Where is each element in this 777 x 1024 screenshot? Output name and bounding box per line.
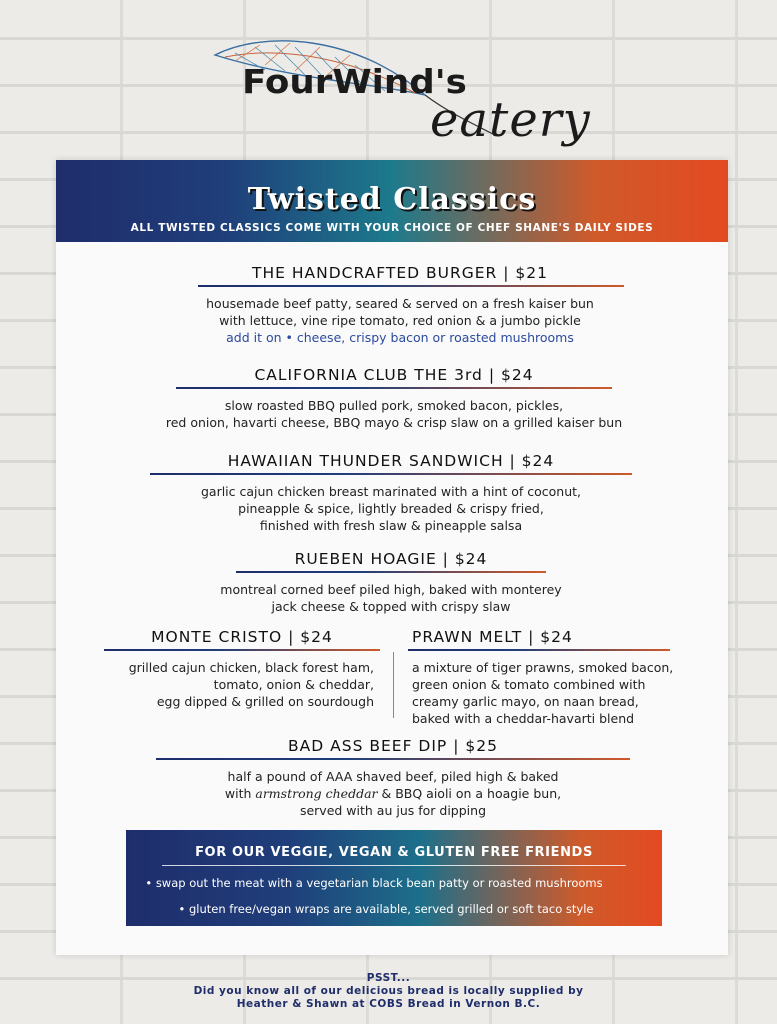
item-description — [156, 768, 630, 819]
desc-line: housemade beef patty, seared & served on a fresh kaiser bun — [206, 296, 594, 311]
brand-script: eatery — [430, 92, 591, 148]
item-title: THE HANDCRAFTED BURGER | $21 — [252, 264, 548, 282]
item-description — [150, 483, 632, 534]
item-rule — [198, 285, 624, 287]
item-rule — [104, 649, 380, 651]
desc-line: red onion, havarti cheese, BBQ mayo & crisp slaw on a grilled kaiser bun — [165, 415, 623, 430]
item-rule — [150, 473, 632, 475]
desc-line: tomato, onion & cheddar, — [213, 677, 374, 692]
column-divider — [393, 652, 394, 718]
item-description — [196, 581, 586, 615]
item-description — [116, 295, 684, 346]
desc-line: with lettuce, vine ripe tomato, red onion & a jumbo pickle — [219, 313, 581, 328]
desc-line: served with au jus for dipping — [299, 803, 487, 818]
footer-line: Did you know all of our delicious bread is locally supplied by — [193, 985, 584, 997]
menu-item-burger — [176, 264, 624, 346]
desc-line: egg dipped & grilled on sourdough — [156, 694, 374, 709]
veggie-rule — [162, 865, 626, 866]
menu-item-beef-dip — [156, 737, 630, 819]
menu-item-prawn-melt — [408, 628, 678, 727]
desc-line: half a pound of AAA shaved beef, piled high & baked — [227, 769, 559, 784]
section-banner — [56, 160, 728, 242]
desc-line: with armstrong cheddar & BBQ aioli on a hoagie bun, — [224, 786, 562, 801]
item-rule — [408, 649, 670, 651]
item-title: PRAWN MELT | $24 — [412, 628, 573, 646]
veggie-bullet: • swap out the meat with a vegetarian black bean patty or roasted mushrooms — [145, 876, 603, 890]
menu-item-california-club — [165, 366, 623, 431]
section-title: Twisted Classics — [247, 182, 537, 217]
item-description — [104, 659, 374, 710]
footer-note — [0, 972, 777, 1011]
footer-psst: PSST... — [366, 972, 411, 984]
desc-line: green onion & tomato combined with — [412, 677, 646, 692]
item-title: RUEBEN HOAGIE | $24 — [294, 550, 488, 568]
item-description — [96, 397, 692, 431]
menu-item-monte-cristo — [104, 628, 380, 710]
addon-line: add it on • cheese, crispy bacon or roasted mushrooms — [226, 330, 574, 345]
brand-name: FourWind's — [242, 62, 467, 101]
item-title: BAD ASS BEEF DIP | $25 — [288, 737, 498, 755]
veggie-title: FOR OUR VEGGIE, VEGAN & GLUTEN FREE FRIENDS — [195, 845, 593, 860]
veggie-box — [126, 830, 662, 926]
section-subtitle: ALL TWISTED CLASSICS COME WITH YOUR CHOICE OF CHEF SHANE'S DAILY SIDES — [130, 222, 654, 234]
menu-item-rueben-hoagie — [220, 550, 562, 615]
desc-line: creamy garlic mayo, on naan bread, — [412, 694, 639, 709]
item-title: HAWAIIAN THUNDER SANDWICH | $24 — [227, 452, 555, 470]
footer-line: Heather & Shawn at COBS Bread in Vernon B.C. — [236, 998, 541, 1010]
desc-line: a mixture of tiger prawns, smoked bacon, — [412, 660, 674, 675]
desc-line: montreal corned beef piled high, baked with monterey — [220, 582, 562, 597]
desc-line: pineapple & spice, lightly breaded & crispy fried, — [238, 501, 544, 516]
veggie-bullet: • gluten free/vegan wraps are available, served grilled or soft taco style — [178, 902, 594, 916]
item-title: CALIFORNIA CLUB THE 3rd | $24 — [254, 366, 534, 384]
desc-line: baked with a cheddar-havarti blend — [412, 711, 635, 726]
item-title: MONTE CRISTO | $24 — [151, 628, 333, 646]
menu-item-hawaiian-thunder — [150, 452, 632, 534]
item-rule — [156, 758, 630, 760]
logo — [0, 0, 777, 170]
item-rule — [176, 387, 612, 389]
item-description — [412, 659, 678, 727]
desc-line: garlic cajun chicken breast marinated with a hint of coconut, — [200, 484, 582, 499]
desc-line: jack cheese & topped with crispy slaw — [271, 599, 511, 614]
desc-line: slow roasted BBQ pulled pork, smoked bacon, pickles, — [224, 398, 564, 413]
desc-line: finished with fresh slaw & pineapple salsa — [259, 518, 523, 533]
desc-line: grilled cajun chicken, black forest ham, — [128, 660, 374, 675]
item-rule — [236, 571, 546, 573]
